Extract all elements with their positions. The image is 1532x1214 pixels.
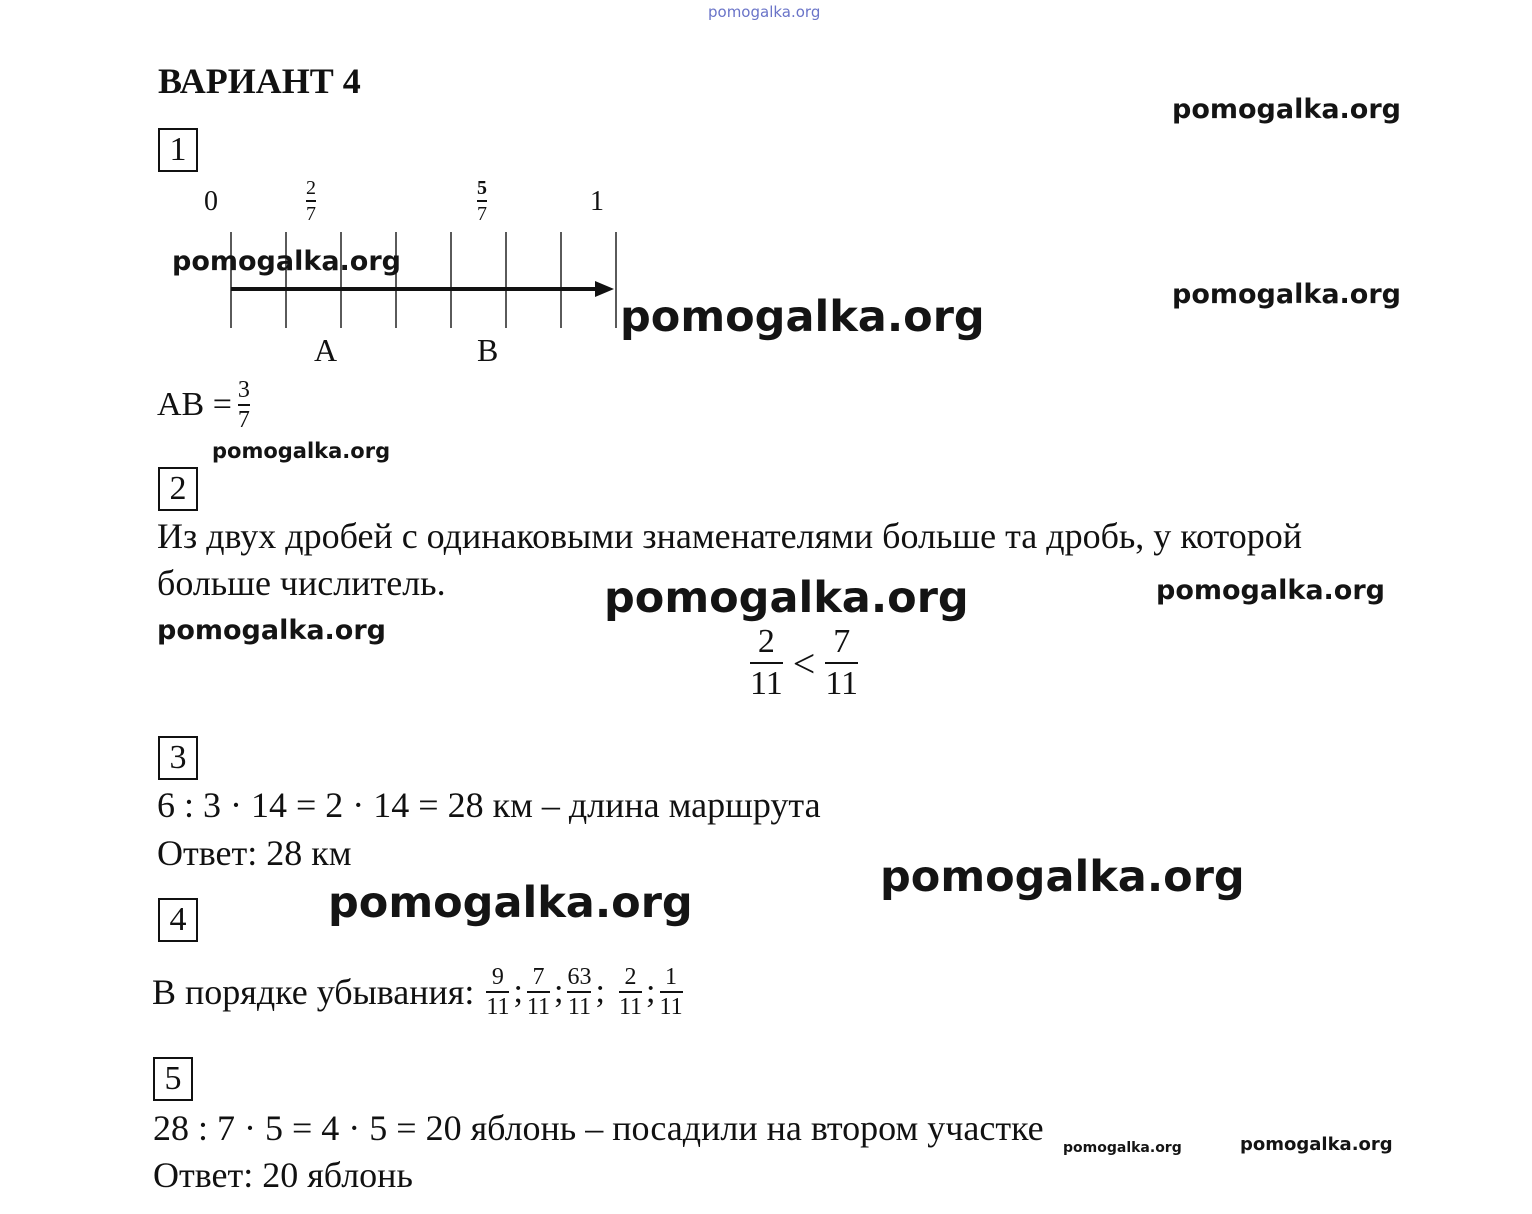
page-title: ВАРИАНТ 4 bbox=[158, 61, 361, 101]
answer-lhs: AB = bbox=[157, 386, 232, 423]
task-2-line-1: Из двух дробей с одинаковыми знаменателями больше та дробь, у которой bbox=[157, 516, 1303, 556]
task-5-solution: 28 : 7 · 5 = 4 · 5 = 20 яблонь – посадили на втором участке bbox=[153, 1108, 1044, 1148]
fraction-denominator: 11 bbox=[526, 994, 551, 1020]
task-3-answer: Ответ: 28 км bbox=[157, 833, 352, 873]
task-4-label: В порядке убывания: bbox=[152, 972, 475, 1012]
number-line bbox=[220, 228, 630, 332]
task-1-answer bbox=[157, 376, 250, 434]
task-4-number: 4 bbox=[158, 898, 198, 942]
number-line-label-zero: 0 bbox=[204, 186, 218, 217]
fraction-3 bbox=[567, 963, 591, 1021]
watermark-hidden bbox=[1340, 1190, 1348, 1191]
watermark: pomogalka.org bbox=[172, 246, 401, 277]
fraction-denominator: 11 bbox=[486, 994, 510, 1020]
separator: ; bbox=[595, 973, 605, 1010]
watermark: pomogalka.org bbox=[880, 852, 1245, 902]
task-2-comparison bbox=[750, 622, 858, 704]
task-5-number: 5 bbox=[153, 1057, 193, 1101]
fraction-denominator: 11 bbox=[659, 994, 683, 1020]
task-1-number: 1 bbox=[158, 128, 198, 172]
point-b-label: B bbox=[477, 332, 499, 368]
task-5-answer: Ответ: 20 яблонь bbox=[153, 1155, 413, 1195]
watermark: pomogalka.org bbox=[328, 878, 693, 928]
fraction-numerator: 5 bbox=[477, 177, 487, 199]
watermark-top: pomogalka.org bbox=[708, 3, 821, 21]
task-2-number: 2 bbox=[158, 467, 198, 511]
fraction-numerator: 9 bbox=[491, 964, 504, 990]
comparison-sign: < bbox=[792, 640, 816, 686]
fraction-4 bbox=[619, 963, 642, 1021]
fraction-denominator: 7 bbox=[306, 203, 316, 225]
watermark: pomogalka.org bbox=[1156, 575, 1385, 606]
number-line-label-one: 1 bbox=[590, 186, 604, 217]
task-2-line-2: больше числитель. bbox=[157, 563, 446, 603]
fraction-denominator: 11 bbox=[618, 994, 643, 1020]
task-4-answer bbox=[152, 963, 683, 1021]
fraction-numerator: 2 bbox=[624, 964, 637, 990]
fraction-numerator: 63 bbox=[567, 964, 592, 990]
watermark: pomogalka.org bbox=[157, 615, 386, 646]
left-fraction bbox=[750, 622, 783, 704]
number-line-label-b bbox=[477, 176, 487, 226]
number-line-label-a bbox=[306, 176, 316, 226]
watermark: pomogalka.org bbox=[1240, 1134, 1393, 1155]
separator: ; bbox=[554, 973, 564, 1010]
task-3-number: 3 bbox=[158, 736, 198, 780]
fraction-denominator: 7 bbox=[477, 203, 487, 225]
fraction-numerator: 7 bbox=[532, 964, 545, 990]
fraction-1 bbox=[486, 963, 509, 1021]
watermark: pomogalka.org bbox=[1172, 279, 1401, 310]
fraction-numerator: 7 bbox=[833, 623, 851, 660]
fraction-denominator: 7 bbox=[237, 407, 250, 433]
task-3-solution: 6 : 3 · 14 = 2 · 14 = 28 км – длина маршрута bbox=[157, 785, 821, 825]
fraction-denominator: 11 bbox=[825, 665, 859, 702]
fraction-2 bbox=[527, 963, 550, 1021]
fraction-numerator: 2 bbox=[306, 177, 316, 199]
fraction-denominator: 11 bbox=[750, 665, 783, 702]
watermark: pomogalka.org bbox=[212, 439, 391, 463]
fraction-numerator: 2 bbox=[757, 623, 775, 660]
watermark: pomogalka.org bbox=[620, 292, 985, 342]
separator: ; bbox=[513, 973, 523, 1010]
fraction-denominator: 11 bbox=[567, 994, 592, 1020]
arrow-head-icon bbox=[595, 281, 614, 297]
watermark: pomogalka.org bbox=[1063, 1140, 1182, 1156]
watermark: pomogalka.org bbox=[604, 573, 969, 623]
answer-fraction bbox=[238, 376, 250, 434]
point-a-label: A bbox=[314, 332, 338, 368]
right-fraction bbox=[825, 622, 858, 704]
fraction-numerator: 3 bbox=[237, 377, 250, 403]
watermark: pomogalka.org bbox=[1172, 94, 1401, 125]
fraction-5 bbox=[660, 963, 683, 1021]
fraction-numerator: 1 bbox=[665, 964, 678, 990]
separator: ; bbox=[646, 973, 656, 1010]
